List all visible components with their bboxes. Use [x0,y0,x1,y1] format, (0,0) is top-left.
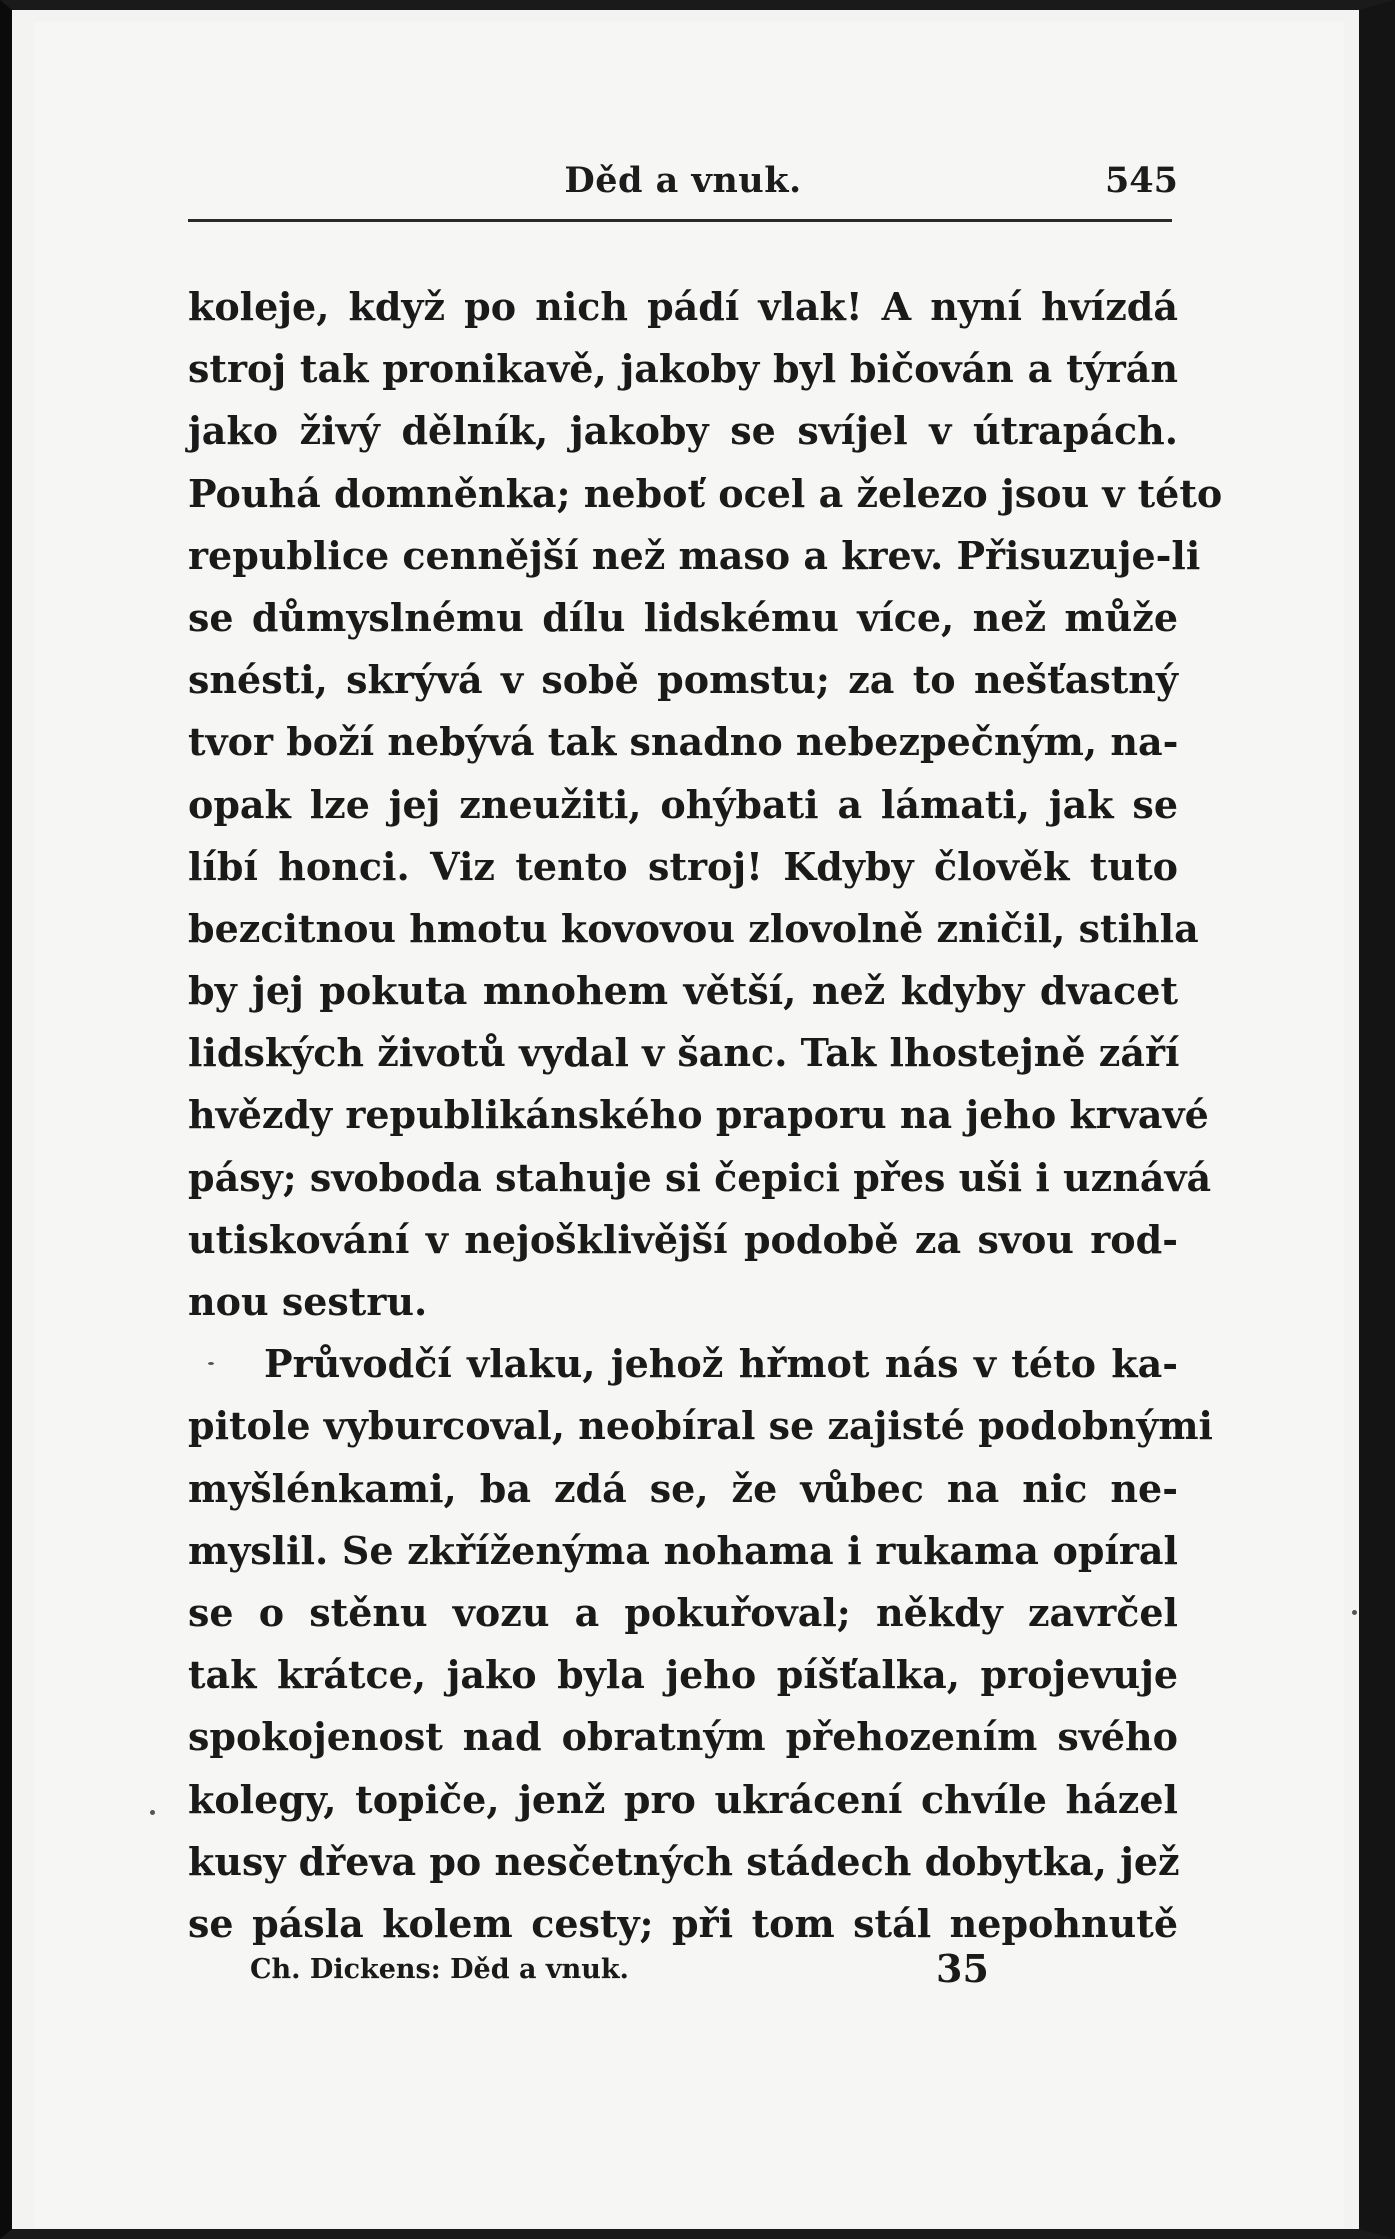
text-line: myslil. Se zkříženýma nohama i rukama opíral [188,1527,1178,1573]
text-line: se důmyslnému dílu lidskému více, než může [188,594,1178,640]
print-speck [1352,1610,1357,1615]
text-line: koleje, když po nich pádí vlak! A nyní hvízdá [188,284,1178,329]
text-line: lidských životů vydal v šanc. Tak lhostejně září [188,1030,1180,1076]
paragraph-first-line: Průvodčí vlaku, jehož hřmot nás v této ka- [264,1341,1178,1387]
text-line: pásy; svoboda stahuje si čepici přes uši i uznává [188,1154,1212,1200]
body-text [188,276,1223,1955]
print-speck [150,1810,155,1815]
header-rule [188,219,1172,222]
signature-mark: 35 [936,1946,989,1991]
text-line: stroj tak pronikavě, jakoby byl bičován a týrán [188,346,1178,392]
print-speck [208,1362,214,1365]
text-line: kusy dřeva po nesčetných stádech dobytka, jež [188,1838,1180,1884]
text-line: hvězdy republikánského praporu na jeho krvavé [188,1092,1209,1138]
page-number: 545 [1104,160,1178,201]
text-line: jako živý dělník, jakoby se svíjel v útrapách. [188,408,1178,454]
text-line: nou sestru. [188,1279,428,1324]
signature-line: Ch. Dickens: Děd a vnuk. [250,1954,629,1985]
running-head [188,160,1178,220]
text-line: spokojenost nad obratným přehozením svého [188,1714,1178,1760]
text-line: bezcitnou hmotu kovovou zlovolně zničil, stihla [188,905,1199,951]
text-line: republice cennější než maso a krev. Přisuzuje-li [188,532,1201,578]
text-line: líbí honci. Viz tento stroj! Kdyby člověk tuto [188,843,1178,889]
text-line: pitole vyburcoval, neobíral se zajisté podobnými [188,1403,1213,1449]
text-line: tvor boží nebývá tak snadno nebezpečným, na- [188,719,1179,765]
text-line: se pásla kolem cesty; při tom stál nepohnutě [188,1900,1178,1946]
running-title: Děd a vnuk. [564,160,802,201]
text-line: se o stěnu vozu a pokuřoval; někdy zavrčel [188,1589,1178,1635]
text-line: tak krátce, jako byla jeho píšťalka, projevuje [188,1652,1178,1698]
text-line: snésti, skrývá v sobě pomstu; za to nešťastný [188,657,1178,703]
text-line: Pouhá domněnka; neboť ocel a železo jsou v této [188,470,1223,516]
text-line: kolegy, topiče, jenž pro ukrácení chvíle házel [188,1776,1178,1822]
page-footer [250,1946,990,1996]
text-line: by jej pokuta mnohem větší, než kdyby dvacet [188,968,1178,1014]
text-line: myšlénkami, ba zdá se, že vůbec na nic ne- [188,1465,1178,1511]
text-line: utiskování v nejošklivější podobě za svou rod- [188,1216,1178,1262]
text-line: opak lze jej zneužiti, ohýbati a lámati, jak se [188,781,1178,827]
